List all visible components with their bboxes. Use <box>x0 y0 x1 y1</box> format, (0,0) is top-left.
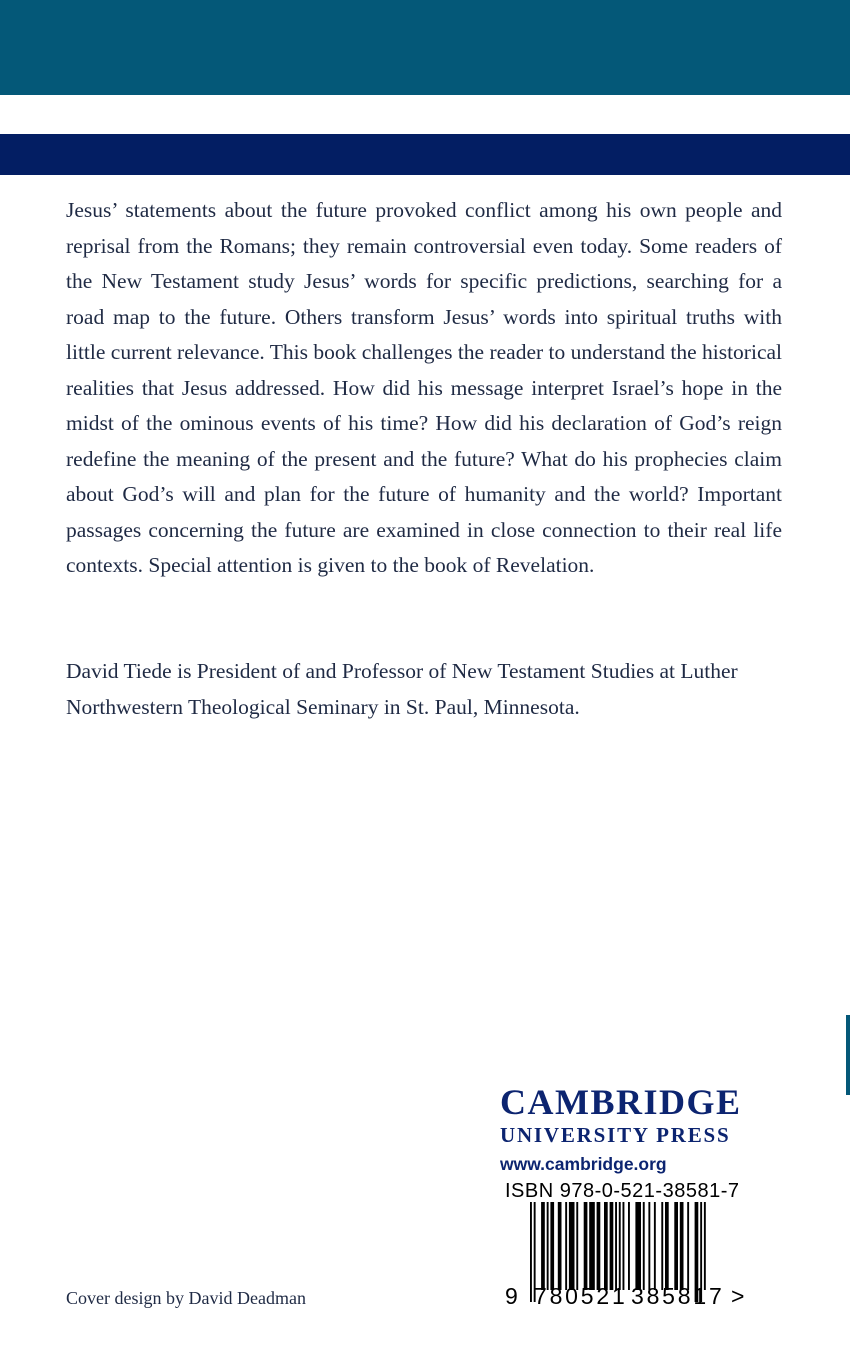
barcode-bar <box>565 1202 567 1290</box>
cover-credit: Cover design by David Deadman <box>66 1288 306 1308</box>
publisher-url: www.cambridge.org <box>500 1154 667 1174</box>
barcode-bar <box>704 1202 706 1290</box>
barcode-bar <box>687 1202 689 1290</box>
barcode-block <box>505 1180 755 1315</box>
barcode-digits-right: 385817 <box>631 1283 725 1309</box>
barcode-trail-mark: > <box>731 1283 745 1309</box>
barcode-bar <box>610 1202 614 1290</box>
barcode-bar <box>597 1202 601 1290</box>
barcode-bar <box>584 1202 588 1290</box>
barcode-bar <box>619 1202 621 1290</box>
barcode-bar <box>635 1202 641 1290</box>
barcode-bar <box>558 1202 562 1290</box>
top-teal-band <box>0 0 850 95</box>
barcode-bar <box>648 1202 650 1290</box>
barcode-bar <box>665 1202 669 1290</box>
publisher-subtitle: UNIVERSITY PRESS <box>500 1123 731 1147</box>
publisher-name: CAMBRIDGE <box>500 1082 742 1122</box>
barcode-bar <box>628 1202 630 1290</box>
barcode-bar <box>576 1202 578 1290</box>
barcode-bar <box>604 1202 608 1290</box>
barcode-bar <box>654 1202 656 1290</box>
book-description: Jesus’ statements about the future provoked conflict among his own people and reprisal from the Romans; they remain controversial even today. Some readers of the New Testament study Jesus’ words for specific predictions, searching for a road map to the future. Others transform Jesus’ words into spiritual truths with little current relevance. This book challenges the reader to understand the historical realities that Jesus addressed. How did his message interpret Israel’s hope in the midst of the ominous events of his time? How did his declaration of God’s reign redefine the meaning of the present and the future? What do his prophecies claim about God’s will and plan for the future of humanity and the world? Important passages concerning the future are examined in close connection to their real life contexts. Special attention is given to the book of Revelation. <box>66 198 782 577</box>
barcode-bar <box>680 1202 684 1290</box>
barcode-bar <box>541 1202 545 1290</box>
barcode-bar <box>550 1202 554 1290</box>
barcode-bar <box>643 1202 645 1290</box>
barcode-digits-left: 780521 <box>534 1283 628 1309</box>
barcode-bar <box>615 1202 617 1290</box>
barcode-bar <box>530 1202 532 1302</box>
barcode-bar <box>623 1202 625 1290</box>
publisher-logo <box>500 1082 770 1175</box>
edge-mark <box>846 1015 850 1095</box>
author-bio: David Tiede is President of and Professor of New Testament Studies at Luther Northwestern Theological Seminary in St. Paul, Minnesota. <box>66 659 738 719</box>
navy-band <box>0 134 850 175</box>
barcode-bar <box>589 1202 595 1290</box>
barcode-bar <box>569 1202 575 1290</box>
barcode-lead-digit: 9 <box>505 1283 518 1309</box>
barcode-bar <box>674 1202 678 1290</box>
isbn-label: ISBN 978-0-521-38581-7 <box>505 1180 740 1202</box>
barcode-bar <box>547 1202 549 1290</box>
barcode-bar <box>661 1202 663 1290</box>
